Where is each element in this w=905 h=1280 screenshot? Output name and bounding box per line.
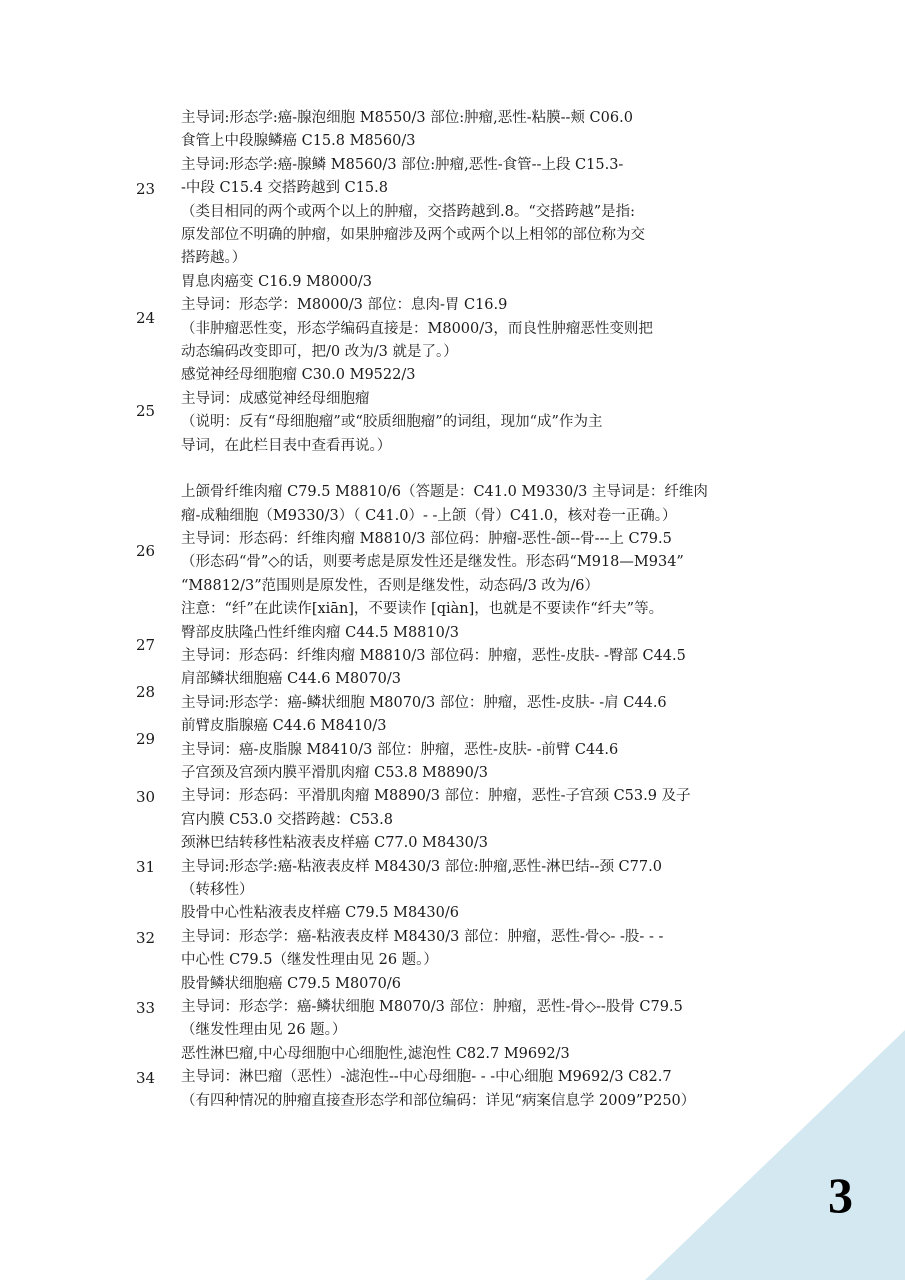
question-entry (0, 481, 905, 621)
question-number: 26 (135, 542, 156, 561)
question-body (181, 364, 801, 458)
text-line: 主导词:形态学：癌-鳞状细胞 M8070/3 部位：肿瘤，恶性-皮肤- -肩 C44.6 (181, 694, 667, 711)
question-body (181, 1043, 801, 1113)
text-line: 主导词：成感觉神经母细胞瘤 (181, 390, 370, 407)
question-entry (0, 973, 905, 1043)
text-line: （转移性） (181, 882, 254, 898)
section-spacer (0, 458, 905, 481)
text-line: 上颌骨纤维肉瘤 C79.5 M8810/6（答题是：C41.0 M9330/3 主导词是：纤维肉 (181, 484, 708, 501)
text-line: 瘤-成釉细胞（M9330/3）（ C41.0）- -上颌（骨）C41.0，核对卷一正确。） (181, 507, 677, 524)
text-line: 搭跨越。） (181, 250, 247, 267)
text-line: （非肿瘤恶性变，形态学编码直接是：M8000/3，而良性肿瘤恶性变则把 (181, 320, 653, 337)
text-line: （说明：反有“母细胞瘤”或“胶质细胞瘤”的词组，现加“成”作为主 (181, 414, 603, 431)
text-line: 主导词：形态码：平滑肌肉瘤 M8890/3 部位：肿瘤，恶性-子宫颈 C53.9 及子 (181, 788, 691, 805)
question-entry (0, 668, 905, 715)
document-body (0, 107, 905, 1113)
question-number: 33 (135, 998, 156, 1017)
text-line: 感觉神经母细胞瘤 C30.0 M9522/3 (181, 367, 416, 384)
text-line: 主导词：形态学：癌-粘液表皮样 M8430/3 部位：肿瘤，恶性-骨◇- -股- - - (181, 928, 664, 945)
question-entry (0, 1043, 905, 1113)
question-number: 30 (135, 788, 156, 807)
text-line: 主导词:形态学:癌-腺泡细胞 M8550/3 部位:肿瘤,恶性-粘膜--颊 C06.0 (181, 110, 633, 126)
question-body (181, 481, 801, 621)
question-body (181, 107, 801, 271)
text-line: 宫内膜 C53.0 交搭跨越：C53.8 (181, 811, 393, 828)
text-line: 中心性 C79.5（继发性理由见 26 题。） (181, 952, 438, 969)
text-line: 股骨中心性粘液表皮样癌 C79.5 M8430/6 (181, 905, 459, 922)
text-line: 主导词：形态学：癌-鳞状细胞 M8070/3 部位：肿瘤，恶性-骨◇--股骨 C79.5 (181, 999, 683, 1016)
text-line: 原发部位不明确的肿瘤，如果肿瘤涉及两个或两个以上相邻的部位称为交 (181, 227, 645, 244)
question-body (181, 622, 801, 669)
question-number: 32 (135, 928, 156, 947)
text-line: 臀部皮肤隆凸性纤维肉瘤 C44.5 M8810/3 (181, 624, 459, 641)
text-line: 食管上中段腺鳞癌 C15.8 M8560/3 (181, 133, 416, 150)
question-entry (0, 762, 905, 832)
question-number: 27 (135, 635, 156, 654)
question-body (181, 668, 801, 715)
text-line: 股骨鳞状细胞癌 C79.5 M8070/6 (181, 975, 401, 992)
question-body (181, 271, 801, 365)
question-body (181, 973, 801, 1043)
text-line: 恶性淋巴瘤,中心母细胞中心细胞性,滤泡性 C82.7 M9692/3 (181, 1045, 570, 1062)
text-line: 子宫颈及宫颈内膜平滑肌肉瘤 C53.8 M8890/3 (181, 764, 488, 781)
question-entry (0, 107, 905, 271)
question-number: 25 (135, 402, 156, 421)
question-entry (0, 832, 905, 902)
question-entry (0, 902, 905, 972)
question-number: 23 (135, 179, 156, 198)
question-body (181, 902, 801, 972)
question-body (181, 762, 801, 832)
text-line: 前臂皮脂腺癌 C44.6 M8410/3 (181, 718, 387, 735)
text-line: 动态编码改变即可，把/0 改为/3 就是了。） (181, 344, 458, 361)
text-line: 胃息肉癌变 C16.9 M8000/3 (181, 273, 372, 290)
question-number: 34 (135, 1068, 156, 1087)
text-line: 主导词：癌-皮脂腺 M8410/3 部位：肿瘤，恶性-皮肤- -前臂 C44.6 (181, 741, 619, 758)
question-number: 24 (135, 308, 156, 327)
text-line: 主导词：形态码：纤维肉瘤 M8810/3 部位码：肿瘤，恶性-皮肤- -臀部 C44.5 (181, 647, 686, 664)
text-line: （形态码“骨”◇的话，则要考虑是原发性还是继发性。形态码“M918—M934” (181, 554, 684, 571)
text-line: 主导词：淋巴瘤（恶性）-滤泡性--中心母细胞- - -中心细胞 M9692/3 C82.7 (181, 1069, 672, 1086)
question-number: 29 (135, 729, 156, 748)
text-line: （继发性理由见 26 题。） (181, 1022, 347, 1039)
text-line: 主导词:形态学:癌-腺鳞 M8560/3 部位:肿瘤,恶性-食管--上段 C15.3- (181, 156, 624, 173)
text-line: “M8812/3”范围则是原发性，否则是继发性，动态码/3 改为/6） (181, 577, 600, 594)
question-number: 28 (135, 682, 156, 701)
text-line: -中段 C15.4 交搭跨越到 C15.8 (181, 180, 388, 197)
text-line: 颈淋巴结转移性粘液表皮样癌 C77.0 M8430/3 (181, 835, 488, 852)
text-line: 主导词：形态学：M8000/3 部位：息肉-胃 C16.9 (181, 297, 508, 314)
page-number: 3 (828, 1167, 853, 1223)
text-line: （有四种情况的肿瘤直接查形态学和部位编码：详见“病案信息学 2009”P250） (181, 1092, 696, 1109)
text-line: 肩部鳞状细胞癌 C44.6 M8070/3 (181, 671, 401, 688)
text-line: 注意：“纤”在此读作[xiān]，不要读作 [qiàn]，也就是不要读作“纤夫”等。 (181, 601, 664, 618)
text-line: 导词，在此栏目表中查看再说。） (181, 437, 392, 454)
question-entry (0, 271, 905, 365)
question-body (181, 832, 801, 902)
question-number: 31 (135, 858, 156, 877)
text-line: 主导词:形态学:癌-粘液表皮样 M8430/3 部位:肿瘤,恶性-淋巴结--颈 C77.0 (181, 858, 662, 875)
question-entry (0, 622, 905, 669)
question-entry (0, 364, 905, 458)
text-line: （类目相同的两个或两个以上的肿瘤，交搭跨越到.8。“交搭跨越”是指: (181, 203, 636, 220)
text-line: 主导词：形态码：纤维肉瘤 M8810/3 部位码：肿瘤-恶性-颌--骨---上 C79.5 (181, 530, 672, 547)
question-entry (0, 715, 905, 762)
question-body (181, 715, 801, 762)
